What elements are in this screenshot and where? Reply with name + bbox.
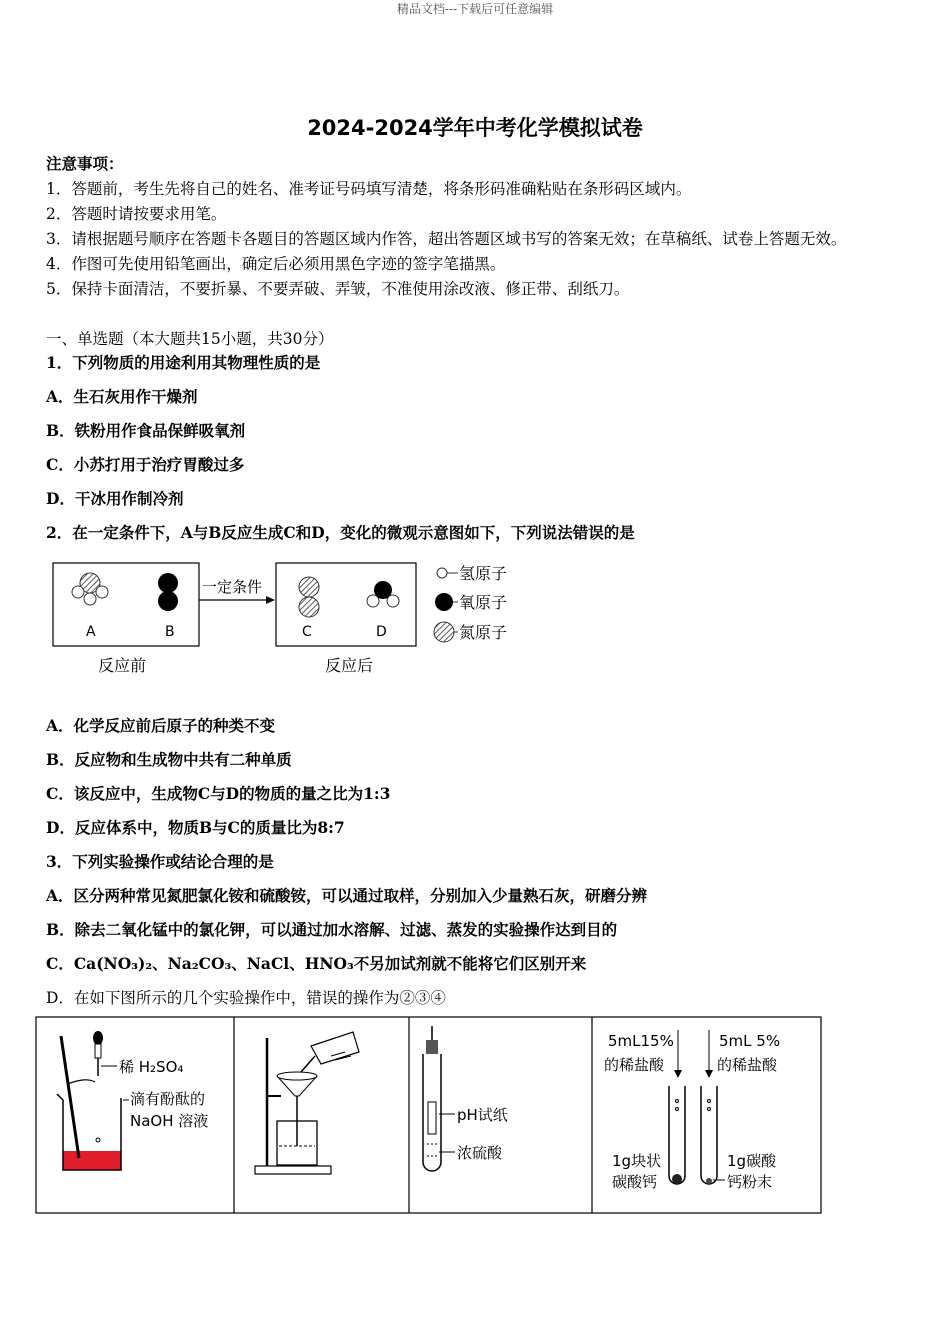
p1-solution-line1: 滴有酚酞的 — [130, 1090, 206, 1108]
after-label: 反应后 — [325, 656, 374, 675]
legend-oxygen-icon — [435, 593, 453, 611]
notice-heading: 注意事项： — [46, 154, 124, 173]
label-c: C — [302, 624, 312, 640]
notice-item: 5．保持卡面清洁，不要折暴、不要弄破、弄皱，不准使用涂改液、修正带、刮纸刀。 — [46, 280, 630, 298]
q1-option-d: D．干冰用作制冷剂 — [46, 489, 184, 508]
lump-caco3 — [672, 1174, 682, 1184]
powder-caco3 — [706, 1178, 712, 1184]
p1-reagent: 稀 H₂SO₄ — [119, 1058, 184, 1076]
question-1-stem: 1．下列物质的用途利用其物理性质的是 — [46, 353, 321, 372]
molecule-c — [299, 577, 319, 617]
q3-option-b: B．除去二氧化锰中的氯化钾，可以通过加水溶解、过滤、蒸发的实验操作达到目的 — [46, 920, 618, 939]
question-2-stem: 2．在一定条件下，A与B反应生成C和D，变化的微观示意图如下，下列说法错误的是 — [46, 523, 635, 542]
legend-hydrogen: 氢原子 — [459, 564, 508, 583]
panel-2-filtration — [255, 1032, 359, 1174]
funnel-icon — [277, 1072, 317, 1080]
notice-item: 2．答题时请按要求用笔。 — [46, 205, 227, 223]
q1-option-a: A．生石灰用作干燥剂 — [46, 387, 198, 406]
section-heading: 一、单选题（本大题共15小题，共30分） — [46, 330, 334, 348]
p4-solid2-line1: 1g碳酸 — [727, 1152, 777, 1170]
legend-nitrogen-icon — [434, 622, 454, 642]
q2-option-a: A．化学反应前后原子的种类不变 — [46, 716, 276, 735]
p4-solid2-line2: 钙粉末 — [727, 1173, 773, 1191]
p4-acid1-line2: 的稀盐酸 — [604, 1056, 665, 1074]
panel-3-ph-test — [423, 1026, 508, 1171]
panel-4-rate-comparison — [604, 1030, 780, 1191]
question-3-stem: 3．下列实验操作或结论合理的是 — [46, 852, 274, 871]
p4-acid2-line1: 5mL 5% — [719, 1032, 781, 1050]
notice-item: 3．请根据题号顺序在答题卡各题目的答题区域内作答，超出答题区域书写的答案无效；在草稿纸、试卷上答题无效。 — [46, 230, 847, 248]
q2-option-c: C．该反应中，生成物C与D的物质的量之比为1:3 — [46, 784, 391, 803]
q3-option-d: D．在如下图所示的几个实验操作中，错误的操作为②③④ — [46, 989, 446, 1007]
q1-option-c: C．小苏打用于治疗胃酸过多 — [46, 455, 245, 474]
legend-hydrogen-icon — [437, 568, 447, 578]
page-title: 2024-2024学年中考化学模拟试卷 — [307, 116, 643, 140]
legend-oxygen: 氧原子 — [459, 593, 508, 612]
ph-paper-strip — [428, 1102, 436, 1134]
q3-option-c: C．Ca(NO₃)₂、Na₂CO₃、NaCl、HNO₃不另加试剂就不能将它们区别开来 — [46, 954, 587, 973]
red-solution — [63, 1151, 121, 1170]
pouring-beaker-icon — [311, 1032, 359, 1064]
label-d: D — [376, 624, 387, 640]
legend-nitrogen: 氮原子 — [459, 623, 508, 642]
p3-conc-acid: 浓硫酸 — [457, 1144, 503, 1162]
page-header-note: 精品文档---下载后可任意编辑 — [396, 2, 554, 16]
q1-option-b: B．铁粉用作食品保鲜吸氧剂 — [46, 421, 246, 440]
condition-label: 一定条件 — [202, 578, 263, 596]
stand-base — [255, 1166, 331, 1174]
notice-item: 1．答题前，考生先将自己的姓名、准考证号码填写清楚，将条形码准确粘贴在条形码区域内。 — [46, 180, 692, 198]
q2-option-d: D．反应体系中，物质B与C的质量比为8:7 — [46, 818, 345, 837]
p4-solid1-line2: 碳酸钙 — [612, 1173, 658, 1191]
notice-item: 4．作图可先使用铅笔画出，确定后必须用黑色字迹的签字笔描黑。 — [46, 255, 506, 273]
panel-1-neutralization — [57, 1031, 208, 1170]
p4-solid1-line1: 1g块状 — [612, 1152, 662, 1170]
q2-option-b: B．反应物和生成物中共有二种单质 — [46, 750, 292, 769]
label-a: A — [86, 624, 96, 640]
test-tube-2-icon — [701, 1086, 717, 1184]
molecule-a — [72, 573, 108, 605]
dropper-bulb-icon — [93, 1031, 103, 1045]
p4-acid2-line2: 的稀盐酸 — [717, 1056, 778, 1074]
p1-solution-line2: NaOH 溶液 — [130, 1112, 209, 1130]
experiment-operations-figure — [35, 1016, 823, 1216]
molecule-b — [158, 573, 178, 611]
p3-ph-paper: pH试纸 — [457, 1106, 508, 1124]
p4-acid1-line1: 5mL15% — [608, 1032, 674, 1050]
label-b: B — [165, 624, 175, 640]
before-label: 反应前 — [98, 656, 147, 675]
stopper-icon — [426, 1040, 438, 1054]
reaction-micro-diagram — [48, 556, 538, 686]
molecule-d — [367, 581, 399, 607]
test-tube-1-icon — [669, 1086, 685, 1184]
q3-option-a: A．区分两种常见氮肥氯化铵和硫酸铵，可以通过取样，分别加入少量熟石灰，研磨分辨 — [46, 886, 648, 905]
